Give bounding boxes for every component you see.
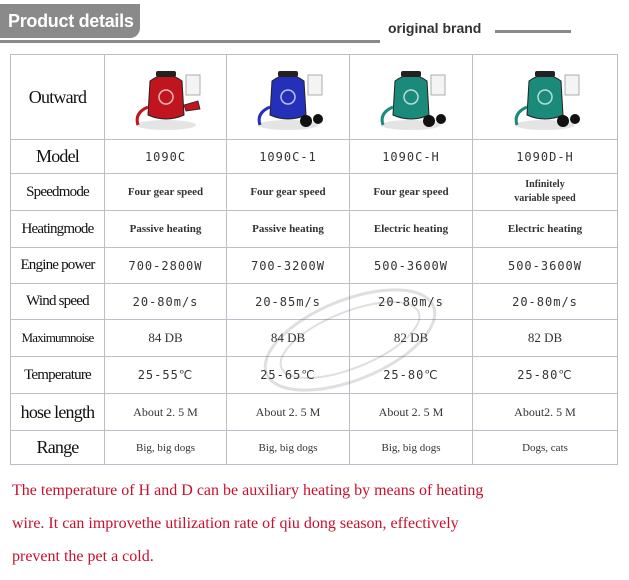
note-line: The temperature of H and D can be auxiliary heating by means of heating — [12, 482, 484, 499]
note-line: wire. It can improvethe utilization rate of qiu dong season, effectively — [12, 515, 459, 532]
cell-speed-mode — [350, 174, 473, 211]
cell-max-noise: 84 DB — [227, 320, 350, 357]
dryer-image — [126, 61, 206, 133]
cell-wind-speed: 20-85m/s — [227, 284, 350, 320]
cell-speed-mode — [227, 174, 350, 211]
cell-model: 1090C-1 — [227, 140, 350, 174]
cell-range: Big, big dogs — [105, 431, 227, 465]
cell-engine-power: 500-3600W — [350, 248, 473, 284]
cell-wind-speed: 20-80m/s — [350, 284, 473, 320]
row-label-wind-speed: Wind speed — [11, 284, 105, 320]
row-label-speed-mode: Speedmode — [11, 174, 105, 211]
speed-mode-text: Four gear speed — [250, 186, 326, 198]
cell-temperature: 25-80℃ — [473, 357, 618, 394]
cell-heating-mode: Passive heating — [105, 211, 227, 248]
speed-mode-text-line2: variable speed — [514, 193, 576, 204]
note-line: prevent the pet a cold. — [12, 548, 154, 565]
row-label-max-noise: Maximumnoise — [11, 320, 105, 357]
cell-range: Big, big dogs — [227, 431, 350, 465]
speed-mode-text: Four gear speed — [127, 186, 204, 198]
dryer-image — [505, 61, 585, 133]
cell-wind-speed: 20-80m/s — [105, 284, 227, 320]
table-row-outward — [11, 55, 618, 140]
cell-max-noise: 82 DB — [350, 320, 473, 357]
cell-hose-length: About 2. 5 M — [227, 394, 350, 431]
cell-speed-mode — [473, 174, 618, 211]
cell-max-noise: 84 DB — [105, 320, 227, 357]
cell-engine-power: 700-2800W — [105, 248, 227, 284]
cell-range: Big, big dogs — [350, 431, 473, 465]
row-label-heating-mode: Heatingmode — [11, 211, 105, 248]
page-title: Product details — [0, 4, 140, 38]
cell-wind-speed: 20-80m/s — [473, 284, 618, 320]
row-label-temperature: Temperature — [11, 357, 105, 394]
cell-speed-mode — [105, 174, 227, 211]
cell-max-noise: 82 DB — [473, 320, 618, 357]
cell-engine-power: 700-3200W — [227, 248, 350, 284]
dryer-image — [371, 61, 451, 133]
product-photo-cell — [350, 55, 473, 140]
header-divider-left — [0, 40, 380, 43]
product-photo-cell — [473, 55, 618, 140]
cell-model: 1090D-H — [473, 140, 618, 174]
speed-mode-text: Infinitely — [525, 179, 565, 190]
cell-model: 1090C — [105, 140, 227, 174]
table-row-range — [11, 431, 618, 465]
table-row-wind-speed — [11, 284, 618, 320]
cell-temperature: 25-65℃ — [227, 357, 350, 394]
header-divider-right — [495, 30, 571, 33]
table-row-engine-power — [11, 248, 618, 284]
table-row-max-noise — [11, 320, 618, 357]
row-label-outward: Outward — [11, 55, 105, 140]
heating-note — [12, 474, 622, 573]
header-bar — [0, 0, 629, 48]
cell-heating-mode: Passive heating — [227, 211, 350, 248]
table-row-temperature — [11, 357, 618, 394]
cell-temperature: 25-55℃ — [105, 357, 227, 394]
row-label-engine-power: Engine power — [11, 248, 105, 284]
row-label-range: Range — [11, 431, 105, 465]
cell-range: Dogs, cats — [473, 431, 618, 465]
spec-table — [10, 54, 618, 465]
row-label-hose-length: hose length — [11, 394, 105, 431]
cell-engine-power: 500-3600W — [473, 248, 618, 284]
cell-heating-mode: Electric heating — [473, 211, 618, 248]
cell-hose-length: About 2. 5 M — [105, 394, 227, 431]
table-row-heating-mode — [11, 211, 618, 248]
table-row-model — [11, 140, 618, 174]
cell-model: 1090C-H — [350, 140, 473, 174]
cell-heating-mode: Electric heating — [350, 211, 473, 248]
row-label-model: Model — [11, 140, 105, 174]
table-row-hose-length — [11, 394, 618, 431]
dryer-image — [248, 61, 328, 133]
brand-label: original brand — [388, 20, 482, 36]
cell-hose-length: About 2. 5 M — [350, 394, 473, 431]
product-photo-cell — [105, 55, 227, 140]
speed-mode-text: Four gear speed — [373, 186, 449, 198]
table-row-speed-mode — [11, 174, 618, 211]
product-photo-cell — [227, 55, 350, 140]
cell-temperature: 25-80℃ — [350, 357, 473, 394]
cell-hose-length: About2. 5 M — [473, 394, 618, 431]
